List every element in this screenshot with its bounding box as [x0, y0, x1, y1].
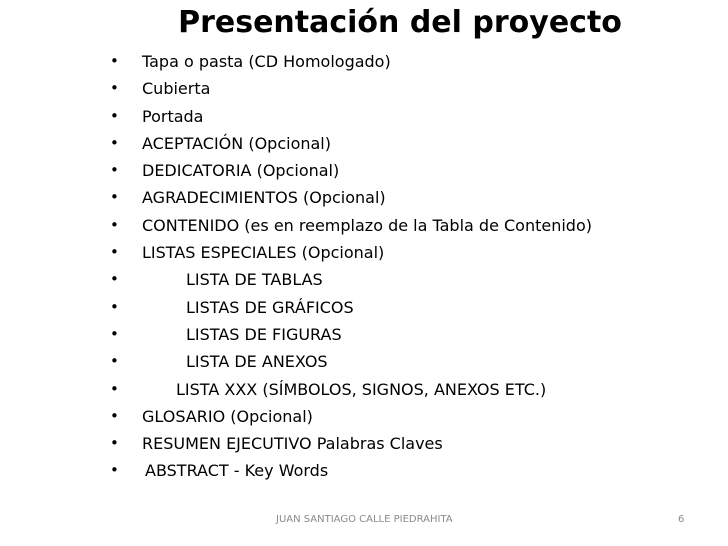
bullet-icon: •	[110, 379, 119, 398]
list-item-text: DEDICATORIA (Opcional)	[142, 161, 340, 181]
list-item-text: GLOSARIO (Opcional)	[142, 406, 313, 426]
page-number: 6	[678, 514, 685, 525]
list-item-text: LISTA XXX (SÍMBOLOS, SIGNOS, ANEXOS ETC.)	[176, 379, 547, 399]
bullet-icon: •	[110, 133, 119, 152]
list-item-text: LISTAS ESPECIALES (Opcional)	[142, 243, 385, 263]
list-item-text: LISTAS DE FIGURAS	[186, 324, 342, 344]
list-item-text: RESUMEN EJECUTIVO Palabras Claves	[142, 434, 443, 454]
footer-author: JUAN SANTIAGO CALLE PIEDRAHITA	[276, 514, 453, 525]
bullet-icon: •	[110, 215, 119, 234]
bullet-icon: •	[110, 434, 119, 453]
bullet-icon: •	[110, 106, 119, 125]
bullet-icon: •	[110, 406, 119, 425]
list-item-text: ACEPTACIÓN (Opcional)	[142, 133, 331, 153]
bullet-icon: •	[110, 52, 119, 70]
list-item-text: Portada	[142, 106, 204, 126]
list-item-text: LISTA DE ANEXOS	[186, 352, 328, 372]
bullet-icon: •	[110, 79, 119, 98]
list-item-text: LISTAS DE GRÁFICOS	[186, 297, 354, 317]
bullet-icon: •	[110, 270, 119, 289]
list-item-text: CONTENIDO (es en reemplazo de la Tabla de Contenido)	[142, 215, 592, 235]
bullet-icon: •	[110, 297, 119, 316]
list-item-text: Cubierta	[142, 79, 211, 99]
list-item-text: AGRADECIMIENTOS (Opcional)	[142, 188, 386, 208]
list-item-text: Tapa o pasta (CD Homologado)	[142, 52, 391, 71]
bullet-icon: •	[110, 188, 119, 207]
list-item-text: LISTA DE TABLAS	[186, 270, 323, 290]
bullet-icon: •	[110, 324, 119, 343]
bullet-icon: •	[110, 352, 119, 371]
bullet-icon: •	[110, 161, 119, 180]
bullet-icon: •	[110, 461, 119, 480]
bullet-icon: •	[110, 243, 119, 262]
list-item-text: ABSTRACT - Key Words	[145, 461, 329, 481]
slide-title: Presentación del proyecto	[178, 5, 622, 40]
